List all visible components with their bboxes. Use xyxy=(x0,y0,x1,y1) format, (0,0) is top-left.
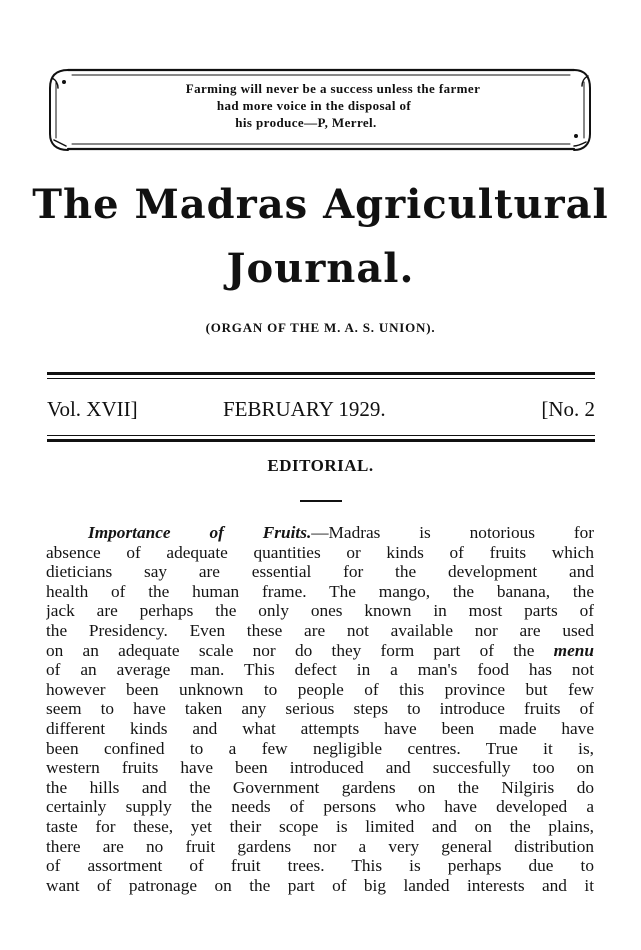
body-line: there are no fruit gardens nor a very general distribution xyxy=(46,836,594,856)
body-line-text: on an adequate scale nor do they form part of the xyxy=(46,640,535,660)
issue-date: FEBRUARY 1929. xyxy=(223,397,386,421)
lead-title-part-2: Fruits. xyxy=(262,523,312,542)
motto-line-1: Farming will never be a success unless the farmer xyxy=(185,81,481,96)
motto-box xyxy=(46,64,592,156)
editorial-body xyxy=(46,523,594,895)
menu-italic: menu xyxy=(553,640,594,660)
body-line: western fruits have been introduced and succesfully too on xyxy=(46,758,594,778)
body-line: the hills and the Government gardens on the Nilgiris do xyxy=(46,777,594,797)
issue-line xyxy=(47,394,595,424)
volume-number: Vol. XVII] xyxy=(47,397,138,421)
lead-title-part-1: Importance of xyxy=(88,523,224,542)
body-line-text: —Madras is notorious for xyxy=(311,523,594,542)
body-line: of assortment of fruit trees. This is perhaps due to xyxy=(46,856,594,876)
editorial-heading: EDITORIAL. xyxy=(267,456,374,475)
body-line: different kinds and what attempts have been made have xyxy=(46,718,594,738)
body-line xyxy=(46,641,594,661)
body-line: jack are perhaps the only ones known in most parts of xyxy=(46,601,594,621)
body-line: seem to have taken any serious steps to introduce fruits of xyxy=(46,699,594,719)
body-line: however been unknown to people of this province but few xyxy=(46,679,594,699)
motto-line-2: had more voice in the disposal of xyxy=(216,98,412,113)
thick-rule-top xyxy=(47,372,595,375)
thin-rule-top xyxy=(47,378,595,379)
body-line: the Presidency. Even these are not available nor are used xyxy=(46,620,594,640)
thin-rule-bottom xyxy=(47,435,595,436)
issue-number: [No. 2 xyxy=(541,397,595,421)
motto-quote xyxy=(46,80,592,131)
body-line: of an average man. This defect in a man's food has not xyxy=(46,660,594,680)
journal-title-line-2: Journal. xyxy=(226,245,415,292)
thick-rule-bottom xyxy=(47,439,595,442)
body-line: absence of adequate quantities or kinds of fruits which xyxy=(46,542,594,562)
body-line: want of patronage on the part of big landed interests and it xyxy=(46,875,594,895)
body-line: been confined to a few negligible centres. True it is, xyxy=(46,738,594,758)
organ-subtitle: (ORGAN OF THE M. A. S. UNION). xyxy=(205,320,436,335)
heading-divider xyxy=(300,500,342,502)
body-line: health of the human frame. The mango, the banana, the xyxy=(46,581,594,601)
body-line: certainly supply the needs of persons who have developed a xyxy=(46,797,594,817)
motto-line-3: his produce—P, Merrel. xyxy=(235,115,377,130)
body-line: taste for these, yet their scope is limited and on the plains, xyxy=(46,816,594,836)
body-line xyxy=(46,523,594,543)
body-line: dieticians say are essential for the development and xyxy=(46,562,594,582)
journal-title-line-1: The Madras Agricultural xyxy=(32,181,609,228)
